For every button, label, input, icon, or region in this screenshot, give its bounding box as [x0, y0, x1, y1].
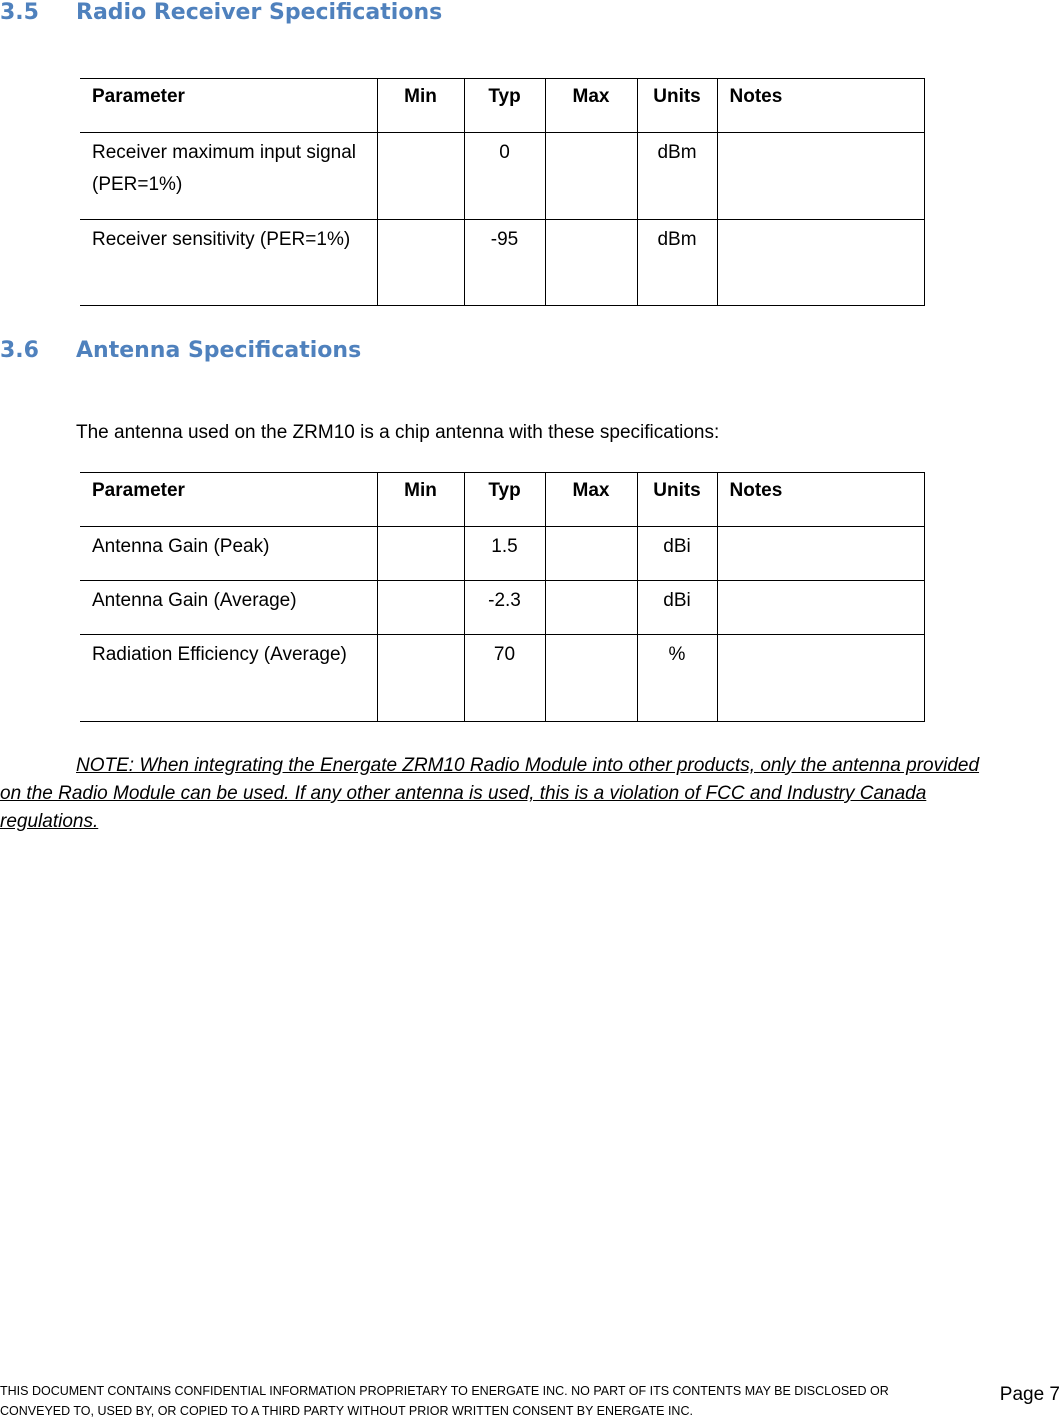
- cell-notes: [717, 220, 924, 306]
- cell-min: [377, 581, 464, 635]
- header-units: Units: [637, 79, 717, 133]
- header-min: Min: [377, 79, 464, 133]
- cell-units: dBi: [637, 581, 717, 635]
- cell-units: dBi: [637, 527, 717, 581]
- antenna-intro-text: The antenna used on the ZRM10 is a chip antenna with these specifications:: [76, 422, 720, 443]
- header-typ: Typ: [464, 79, 545, 133]
- section-number: 3.5: [0, 0, 39, 25]
- table-row: [80, 635, 924, 722]
- cell-notes: [717, 635, 924, 722]
- cell-typ: 70: [464, 635, 545, 722]
- table-row: [80, 220, 924, 306]
- section-heading-3-6: [0, 338, 361, 363]
- cell-notes: [717, 581, 924, 635]
- section-heading-3-5: [0, 0, 442, 25]
- page-number: Page 7: [999, 1384, 1060, 1405]
- cell-min: [377, 220, 464, 306]
- header-max: Max: [545, 79, 637, 133]
- header-min: Min: [377, 473, 464, 527]
- cell-min: [377, 133, 464, 220]
- cell-parameter: Antenna Gain (Peak): [80, 527, 377, 581]
- section-title: Radio Receiver Specifications: [76, 0, 443, 25]
- cell-parameter: Radiation Efficiency (Average): [80, 635, 377, 722]
- header-parameter: Parameter: [80, 473, 377, 527]
- cell-typ: 0: [464, 133, 545, 220]
- receiver-spec-table: [80, 78, 925, 306]
- antenna-spec-table: [80, 472, 925, 722]
- cell-notes: [717, 133, 924, 220]
- cell-units: %: [637, 635, 717, 722]
- section-title: Antenna Specifications: [76, 338, 362, 363]
- table-header-row: [80, 473, 924, 527]
- header-units: Units: [637, 473, 717, 527]
- cell-parameter: Receiver sensitivity (PER=1%): [80, 220, 377, 306]
- cell-max: [545, 133, 637, 220]
- table-row: [80, 581, 924, 635]
- cell-max: [545, 635, 637, 722]
- table-row: [80, 133, 924, 220]
- fcc-note: NOTE: When integrating the Energate ZRM10 Radio Module into other products, only the antenna provided on the Radio Module can be used. If any other antenna is used, this is a violation of FCC and Industry Canada regulations.: [0, 755, 980, 832]
- cell-parameter: Receiver maximum input signal (PER=1%): [80, 133, 377, 220]
- cell-notes: [717, 527, 924, 581]
- confidentiality-footer: THIS DOCUMENT CONTAINS CONFIDENTIAL INFORMATION PROPRIETARY TO ENERGATE INC. NO PART OF ITS CONTENTS MAY BE DISCLOSED OR CONVEYED TO, USED BY, OR COPIED TO A THIRD PARTY WITHOUT PRIOR WRITTEN CONSENT BY ENERGATE INC.: [0, 1384, 889, 1418]
- cell-units: dBm: [637, 133, 717, 220]
- header-max: Max: [545, 473, 637, 527]
- cell-parameter: Antenna Gain (Average): [80, 581, 377, 635]
- cell-max: [545, 527, 637, 581]
- cell-max: [545, 581, 637, 635]
- cell-max: [545, 220, 637, 306]
- header-notes: Notes: [717, 79, 924, 133]
- section-number: 3.6: [0, 338, 39, 363]
- table-row: [80, 527, 924, 581]
- cell-typ: -2.3: [464, 581, 545, 635]
- cell-typ: 1.5: [464, 527, 545, 581]
- cell-min: [377, 635, 464, 722]
- header-parameter: Parameter: [80, 79, 377, 133]
- header-typ: Typ: [464, 473, 545, 527]
- header-notes: Notes: [717, 473, 924, 527]
- cell-units: dBm: [637, 220, 717, 306]
- cell-min: [377, 527, 464, 581]
- table-header-row: [80, 79, 924, 133]
- cell-typ: -95: [464, 220, 545, 306]
